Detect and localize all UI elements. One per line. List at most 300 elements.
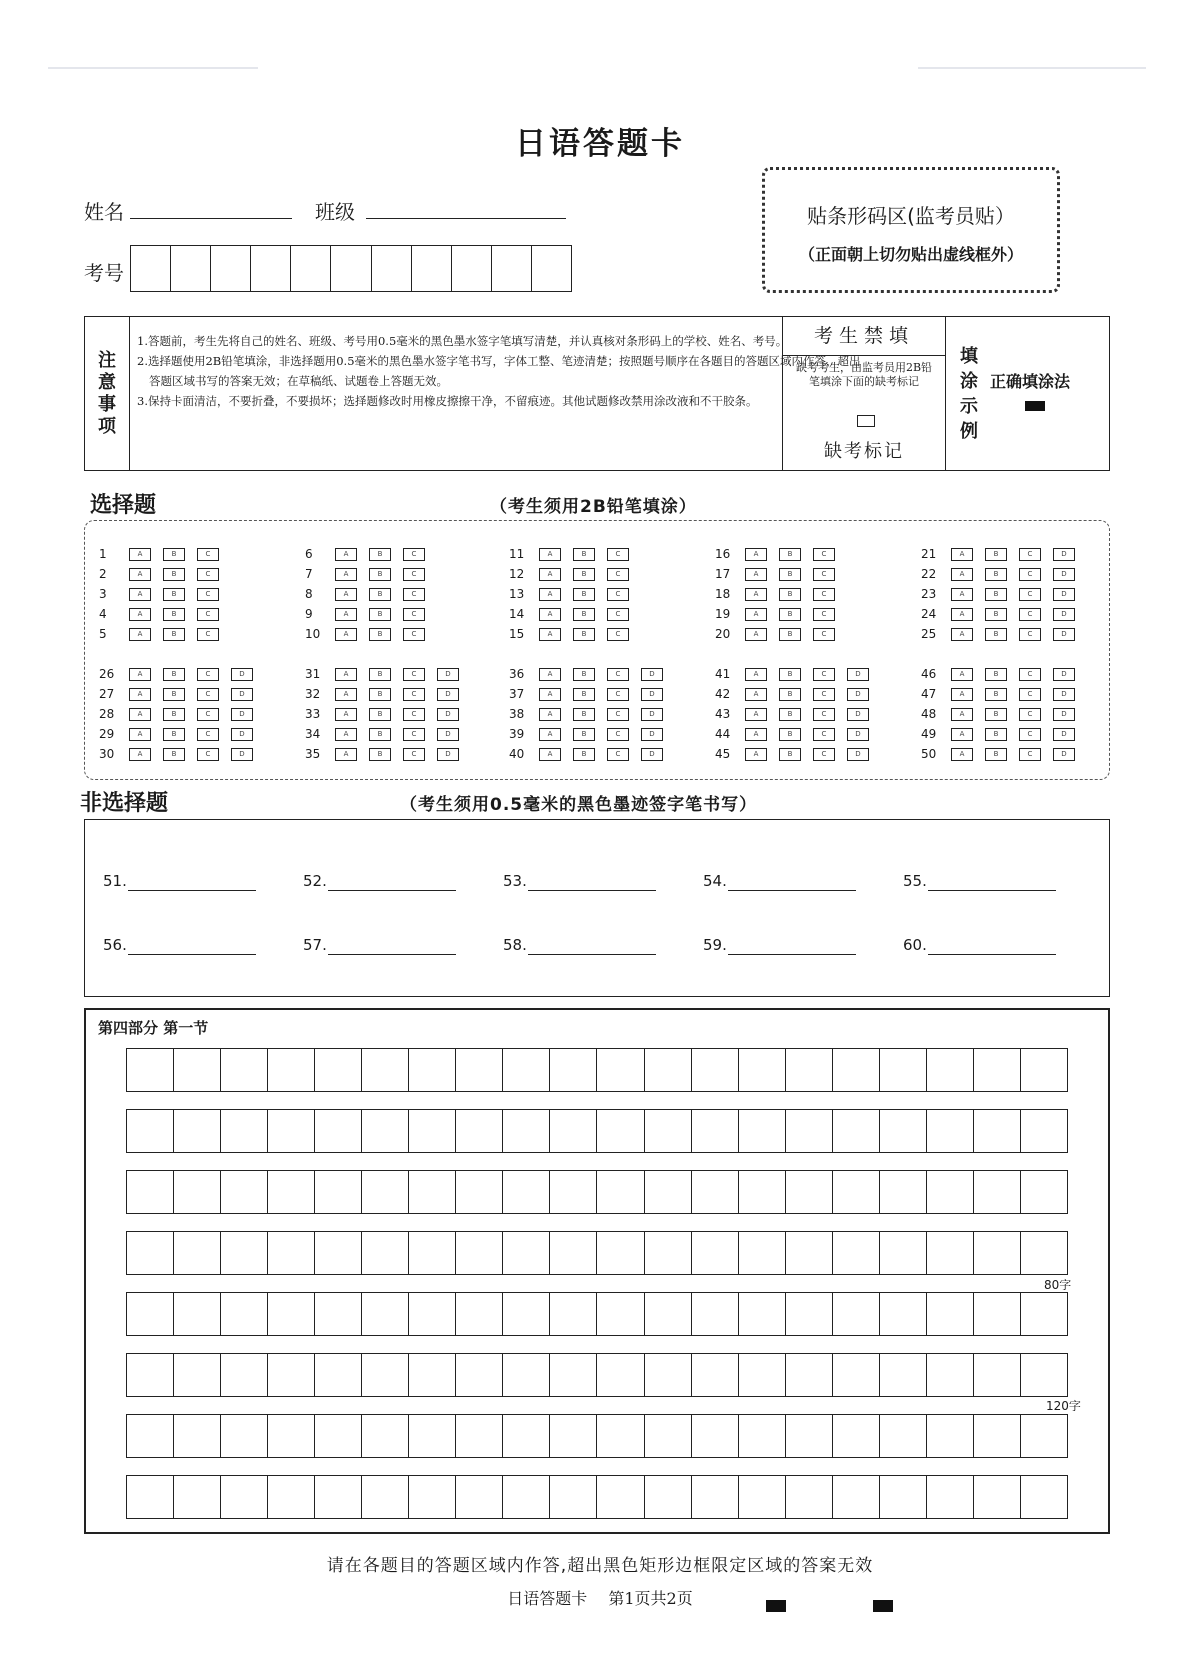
mc-option-bubble[interactable]: B	[163, 588, 185, 601]
mc-option-bubble[interactable]: D	[847, 688, 869, 701]
mc-option-bubble[interactable]: C	[813, 608, 835, 621]
essay-cell[interactable]	[786, 1293, 833, 1335]
mc-option-bubble[interactable]: B	[163, 608, 185, 621]
mc-option-bubble[interactable]: C	[1019, 628, 1041, 641]
mc-option-bubble[interactable]: B	[163, 548, 185, 561]
mc-option-bubble[interactable]: A	[335, 688, 357, 701]
essay-cell[interactable]	[645, 1415, 692, 1457]
essay-cell[interactable]	[315, 1110, 362, 1152]
mc-option-bubble[interactable]: B	[779, 608, 801, 621]
essay-cell[interactable]	[739, 1476, 786, 1518]
essay-cell[interactable]	[550, 1110, 597, 1152]
mc-option-bubble[interactable]: A	[129, 548, 151, 561]
mc-option-bubble[interactable]: D	[1053, 688, 1075, 701]
mc-option-bubble[interactable]: B	[573, 568, 595, 581]
essay-cell[interactable]	[456, 1049, 503, 1091]
mc-option-bubble[interactable]: C	[813, 668, 835, 681]
essay-cell[interactable]	[315, 1293, 362, 1335]
mc-option-bubble[interactable]: A	[335, 588, 357, 601]
essay-cell[interactable]	[974, 1232, 1021, 1274]
essay-cell[interactable]	[503, 1476, 550, 1518]
essay-cell[interactable]	[268, 1415, 315, 1457]
mc-option-bubble[interactable]: A	[129, 728, 151, 741]
mc-option-bubble[interactable]: A	[951, 568, 973, 581]
essay-cell[interactable]	[315, 1232, 362, 1274]
essay-cell[interactable]	[739, 1415, 786, 1457]
essay-cell[interactable]	[786, 1476, 833, 1518]
exam-number-cell[interactable]	[251, 246, 291, 291]
mc-option-bubble[interactable]: A	[335, 628, 357, 641]
mc-option-bubble[interactable]: D	[1053, 608, 1075, 621]
mc-option-bubble[interactable]: A	[951, 728, 973, 741]
mc-option-bubble[interactable]: C	[813, 748, 835, 761]
exam-number-cell[interactable]	[492, 246, 532, 291]
essay-cell[interactable]	[550, 1049, 597, 1091]
mc-option-bubble[interactable]: C	[197, 568, 219, 581]
mc-option-bubble[interactable]: C	[197, 708, 219, 721]
essay-cell[interactable]	[927, 1476, 974, 1518]
mc-option-bubble[interactable]: C	[197, 588, 219, 601]
mc-option-bubble[interactable]: B	[369, 588, 391, 601]
essay-cell[interactable]	[315, 1171, 362, 1213]
fill-answer-line[interactable]	[328, 954, 456, 955]
essay-cell[interactable]	[927, 1049, 974, 1091]
mc-option-bubble[interactable]: C	[403, 688, 425, 701]
essay-cell[interactable]	[127, 1354, 174, 1396]
fill-answer-line[interactable]	[328, 890, 456, 891]
mc-option-bubble[interactable]: C	[197, 668, 219, 681]
essay-cell[interactable]	[597, 1415, 644, 1457]
mc-option-bubble[interactable]: D	[231, 728, 253, 741]
mc-option-bubble[interactable]: B	[985, 608, 1007, 621]
mc-option-bubble[interactable]: A	[129, 668, 151, 681]
essay-cell[interactable]	[550, 1232, 597, 1274]
essay-cell[interactable]	[597, 1110, 644, 1152]
mc-option-bubble[interactable]: B	[163, 728, 185, 741]
essay-cell[interactable]	[739, 1232, 786, 1274]
essay-cell[interactable]	[127, 1232, 174, 1274]
essay-cell[interactable]	[362, 1476, 409, 1518]
mc-option-bubble[interactable]: D	[1053, 668, 1075, 681]
mc-option-bubble[interactable]: B	[985, 628, 1007, 641]
essay-cell[interactable]	[409, 1232, 456, 1274]
mc-option-bubble[interactable]: B	[163, 748, 185, 761]
mc-option-bubble[interactable]: D	[1053, 748, 1075, 761]
essay-cell[interactable]	[127, 1049, 174, 1091]
essay-cell[interactable]	[268, 1110, 315, 1152]
exam-number-cell[interactable]	[412, 246, 452, 291]
essay-cell[interactable]	[645, 1171, 692, 1213]
mc-option-bubble[interactable]: C	[197, 728, 219, 741]
mc-option-bubble[interactable]: C	[197, 748, 219, 761]
mc-option-bubble[interactable]: B	[163, 688, 185, 701]
fill-answer-line[interactable]	[728, 890, 856, 891]
mc-option-bubble[interactable]: B	[985, 708, 1007, 721]
essay-cell[interactable]	[362, 1232, 409, 1274]
essay-cell[interactable]	[409, 1354, 456, 1396]
mc-option-bubble[interactable]: A	[745, 568, 767, 581]
essay-cell[interactable]	[786, 1415, 833, 1457]
mc-option-bubble[interactable]: B	[369, 708, 391, 721]
essay-cell[interactable]	[315, 1415, 362, 1457]
mc-option-bubble[interactable]: B	[369, 548, 391, 561]
essay-cell[interactable]	[362, 1293, 409, 1335]
essay-cell[interactable]	[550, 1293, 597, 1335]
mc-option-bubble[interactable]: C	[197, 628, 219, 641]
essay-cell[interactable]	[645, 1293, 692, 1335]
essay-cell[interactable]	[550, 1476, 597, 1518]
essay-cell[interactable]	[880, 1476, 927, 1518]
mc-option-bubble[interactable]: D	[1053, 628, 1075, 641]
essay-cell[interactable]	[1021, 1415, 1067, 1457]
essay-cell[interactable]	[739, 1171, 786, 1213]
essay-cell[interactable]	[739, 1354, 786, 1396]
mc-option-bubble[interactable]: C	[403, 548, 425, 561]
essay-cell[interactable]	[645, 1232, 692, 1274]
mc-option-bubble[interactable]: C	[607, 668, 629, 681]
essay-cell[interactable]	[221, 1354, 268, 1396]
essay-cell[interactable]	[880, 1293, 927, 1335]
mc-option-bubble[interactable]: C	[813, 628, 835, 641]
mc-option-bubble[interactable]: D	[231, 688, 253, 701]
essay-cell[interactable]	[409, 1171, 456, 1213]
mc-option-bubble[interactable]: A	[129, 588, 151, 601]
essay-cell[interactable]	[268, 1232, 315, 1274]
mc-option-bubble[interactable]: C	[607, 588, 629, 601]
mc-option-bubble[interactable]: A	[745, 748, 767, 761]
essay-cell[interactable]	[927, 1354, 974, 1396]
essay-cell[interactable]	[268, 1476, 315, 1518]
essay-cell[interactable]	[221, 1476, 268, 1518]
essay-cell[interactable]	[362, 1110, 409, 1152]
mc-option-bubble[interactable]: A	[745, 728, 767, 741]
mc-option-bubble[interactable]: C	[403, 668, 425, 681]
mc-option-bubble[interactable]: B	[573, 748, 595, 761]
essay-cell[interactable]	[927, 1171, 974, 1213]
essay-cell[interactable]	[268, 1293, 315, 1335]
exam-number-cell[interactable]	[171, 246, 211, 291]
mc-option-bubble[interactable]: C	[1019, 608, 1041, 621]
essay-cell[interactable]	[597, 1232, 644, 1274]
essay-cell[interactable]	[974, 1049, 1021, 1091]
fill-answer-line[interactable]	[128, 890, 256, 891]
essay-cell[interactable]	[833, 1476, 880, 1518]
mc-option-bubble[interactable]: C	[403, 708, 425, 721]
essay-cell[interactable]	[692, 1232, 739, 1274]
mc-option-bubble[interactable]: A	[539, 708, 561, 721]
mc-option-bubble[interactable]: C	[813, 708, 835, 721]
mc-option-bubble[interactable]: B	[573, 728, 595, 741]
mc-option-bubble[interactable]: C	[607, 748, 629, 761]
essay-cell[interactable]	[550, 1171, 597, 1213]
mc-option-bubble[interactable]: C	[197, 608, 219, 621]
essay-cell[interactable]	[597, 1293, 644, 1335]
essay-cell[interactable]	[315, 1354, 362, 1396]
exam-number-cell[interactable]	[131, 246, 171, 291]
essay-cell[interactable]	[786, 1354, 833, 1396]
essay-cell[interactable]	[974, 1110, 1021, 1152]
essay-cell[interactable]	[880, 1354, 927, 1396]
essay-cell[interactable]	[692, 1171, 739, 1213]
mc-option-bubble[interactable]: B	[163, 628, 185, 641]
mc-option-bubble[interactable]: C	[197, 548, 219, 561]
mc-option-bubble[interactable]: B	[573, 708, 595, 721]
mc-option-bubble[interactable]: C	[1019, 588, 1041, 601]
mc-option-bubble[interactable]: B	[163, 668, 185, 681]
mc-option-bubble[interactable]: B	[573, 668, 595, 681]
mc-option-bubble[interactable]: D	[437, 668, 459, 681]
essay-cell[interactable]	[880, 1110, 927, 1152]
fill-answer-line[interactable]	[728, 954, 856, 955]
essay-cell[interactable]	[221, 1415, 268, 1457]
mc-option-bubble[interactable]: D	[1053, 728, 1075, 741]
mc-option-bubble[interactable]: B	[779, 728, 801, 741]
essay-cell[interactable]	[503, 1232, 550, 1274]
mc-option-bubble[interactable]: C	[813, 588, 835, 601]
mc-option-bubble[interactable]: C	[607, 548, 629, 561]
mc-option-bubble[interactable]: B	[779, 548, 801, 561]
essay-cell[interactable]	[221, 1293, 268, 1335]
mc-option-bubble[interactable]: D	[847, 708, 869, 721]
essay-cell[interactable]	[597, 1049, 644, 1091]
class-field[interactable]	[366, 218, 566, 219]
essay-cell[interactable]	[739, 1110, 786, 1152]
mc-option-bubble[interactable]: D	[847, 728, 869, 741]
essay-cell[interactable]	[362, 1415, 409, 1457]
mc-option-bubble[interactable]: A	[951, 548, 973, 561]
mc-option-bubble[interactable]: B	[779, 568, 801, 581]
essay-cell[interactable]	[974, 1354, 1021, 1396]
essay-cell[interactable]	[927, 1415, 974, 1457]
essay-cell[interactable]	[645, 1110, 692, 1152]
essay-cell[interactable]	[550, 1415, 597, 1457]
mc-option-bubble[interactable]: D	[437, 708, 459, 721]
mc-option-bubble[interactable]: D	[641, 728, 663, 741]
essay-cell[interactable]	[692, 1354, 739, 1396]
mc-option-bubble[interactable]: B	[779, 688, 801, 701]
mc-option-bubble[interactable]: B	[573, 628, 595, 641]
mc-option-bubble[interactable]: D	[437, 688, 459, 701]
mc-option-bubble[interactable]: C	[813, 568, 835, 581]
mc-option-bubble[interactable]: A	[335, 548, 357, 561]
mc-option-bubble[interactable]: A	[745, 628, 767, 641]
mc-option-bubble[interactable]: B	[779, 628, 801, 641]
essay-cell[interactable]	[880, 1171, 927, 1213]
mc-option-bubble[interactable]: D	[1053, 548, 1075, 561]
essay-cell[interactable]	[503, 1293, 550, 1335]
mc-option-bubble[interactable]: A	[951, 668, 973, 681]
mc-option-bubble[interactable]: B	[985, 688, 1007, 701]
essay-cell[interactable]	[833, 1171, 880, 1213]
mc-option-bubble[interactable]: C	[1019, 688, 1041, 701]
essay-cell[interactable]	[456, 1354, 503, 1396]
exam-number-boxes[interactable]	[130, 245, 572, 292]
exam-number-cell[interactable]	[331, 246, 371, 291]
mc-option-bubble[interactable]: B	[573, 608, 595, 621]
essay-cell[interactable]	[268, 1171, 315, 1213]
mc-option-bubble[interactable]: C	[607, 568, 629, 581]
mc-option-bubble[interactable]: B	[369, 688, 391, 701]
mc-option-bubble[interactable]: D	[1053, 568, 1075, 581]
essay-cell[interactable]	[833, 1354, 880, 1396]
mc-option-bubble[interactable]: D	[1053, 588, 1075, 601]
essay-cell[interactable]	[833, 1049, 880, 1091]
fill-answer-line[interactable]	[928, 954, 1056, 955]
mc-option-bubble[interactable]: C	[813, 688, 835, 701]
essay-cell[interactable]	[833, 1415, 880, 1457]
essay-cell[interactable]	[645, 1049, 692, 1091]
mc-option-bubble[interactable]: D	[641, 688, 663, 701]
mc-option-bubble[interactable]: C	[607, 688, 629, 701]
exam-number-cell[interactable]	[372, 246, 412, 291]
mc-option-bubble[interactable]: C	[813, 548, 835, 561]
mc-option-bubble[interactable]: B	[573, 688, 595, 701]
essay-cell[interactable]	[597, 1354, 644, 1396]
essay-cell[interactable]	[409, 1415, 456, 1457]
mc-option-bubble[interactable]: A	[335, 708, 357, 721]
mc-option-bubble[interactable]: A	[951, 748, 973, 761]
essay-cell[interactable]	[456, 1293, 503, 1335]
mc-option-bubble[interactable]: A	[745, 688, 767, 701]
essay-cell[interactable]	[880, 1049, 927, 1091]
mc-option-bubble[interactable]: A	[335, 568, 357, 581]
mc-option-bubble[interactable]: D	[437, 728, 459, 741]
mc-option-bubble[interactable]: A	[539, 628, 561, 641]
mc-option-bubble[interactable]: A	[129, 748, 151, 761]
mc-option-bubble[interactable]: C	[403, 588, 425, 601]
essay-cell[interactable]	[692, 1415, 739, 1457]
essay-cell[interactable]	[1021, 1049, 1067, 1091]
essay-cell[interactable]	[127, 1110, 174, 1152]
mc-option-bubble[interactable]: D	[231, 748, 253, 761]
mc-option-bubble[interactable]: B	[163, 568, 185, 581]
mc-option-bubble[interactable]: C	[813, 728, 835, 741]
essay-cell[interactable]	[362, 1171, 409, 1213]
essay-cell[interactable]	[174, 1171, 221, 1213]
mc-option-bubble[interactable]: C	[607, 708, 629, 721]
mc-option-bubble[interactable]: C	[403, 628, 425, 641]
mc-option-bubble[interactable]: C	[1019, 728, 1041, 741]
mc-option-bubble[interactable]: A	[539, 748, 561, 761]
essay-cell[interactable]	[974, 1293, 1021, 1335]
essay-cell[interactable]	[174, 1232, 221, 1274]
essay-cell[interactable]	[221, 1110, 268, 1152]
essay-cell[interactable]	[174, 1293, 221, 1335]
essay-cell[interactable]	[692, 1110, 739, 1152]
mc-option-bubble[interactable]: A	[539, 548, 561, 561]
essay-cell[interactable]	[786, 1110, 833, 1152]
mc-option-bubble[interactable]: C	[403, 568, 425, 581]
essay-cell[interactable]	[833, 1110, 880, 1152]
mc-option-bubble[interactable]: D	[641, 668, 663, 681]
mc-option-bubble[interactable]: C	[403, 728, 425, 741]
essay-cell[interactable]	[127, 1476, 174, 1518]
essay-cell[interactable]	[974, 1415, 1021, 1457]
essay-cell[interactable]	[974, 1476, 1021, 1518]
essay-cell[interactable]	[174, 1354, 221, 1396]
mc-option-bubble[interactable]: B	[985, 748, 1007, 761]
mc-option-bubble[interactable]: C	[607, 608, 629, 621]
essay-cell[interactable]	[786, 1049, 833, 1091]
mc-option-bubble[interactable]: C	[1019, 548, 1041, 561]
essay-cell[interactable]	[456, 1171, 503, 1213]
essay-cell[interactable]	[409, 1049, 456, 1091]
mc-option-bubble[interactable]: A	[335, 748, 357, 761]
mc-option-bubble[interactable]: C	[607, 728, 629, 741]
mc-option-bubble[interactable]: A	[951, 688, 973, 701]
mc-option-bubble[interactable]: B	[985, 568, 1007, 581]
fill-answer-line[interactable]	[528, 890, 656, 891]
mc-option-bubble[interactable]: D	[1053, 708, 1075, 721]
essay-cell[interactable]	[880, 1232, 927, 1274]
mc-option-bubble[interactable]: B	[573, 548, 595, 561]
exam-number-cell[interactable]	[291, 246, 331, 291]
mc-option-bubble[interactable]: B	[369, 568, 391, 581]
mc-option-bubble[interactable]: A	[951, 588, 973, 601]
exam-number-cell[interactable]	[211, 246, 251, 291]
mc-option-bubble[interactable]: D	[847, 668, 869, 681]
mc-option-bubble[interactable]: B	[163, 708, 185, 721]
essay-cell[interactable]	[692, 1476, 739, 1518]
mc-option-bubble[interactable]: A	[539, 728, 561, 741]
mc-option-bubble[interactable]: C	[1019, 748, 1041, 761]
essay-cell[interactable]	[127, 1171, 174, 1213]
essay-cell[interactable]	[221, 1232, 268, 1274]
mc-option-bubble[interactable]: D	[847, 748, 869, 761]
essay-cell[interactable]	[880, 1415, 927, 1457]
essay-cell[interactable]	[409, 1476, 456, 1518]
essay-cell[interactable]	[315, 1049, 362, 1091]
mc-option-bubble[interactable]: A	[745, 548, 767, 561]
essay-cell[interactable]	[221, 1171, 268, 1213]
mc-option-bubble[interactable]: A	[129, 708, 151, 721]
mc-option-bubble[interactable]: B	[369, 608, 391, 621]
fill-answer-line[interactable]	[528, 954, 656, 955]
essay-cell[interactable]	[1021, 1232, 1067, 1274]
mc-option-bubble[interactable]: C	[1019, 668, 1041, 681]
mc-option-bubble[interactable]: D	[641, 748, 663, 761]
fill-answer-line[interactable]	[928, 890, 1056, 891]
mc-option-bubble[interactable]: D	[437, 748, 459, 761]
essay-cell[interactable]	[268, 1049, 315, 1091]
essay-cell[interactable]	[1021, 1354, 1067, 1396]
mc-option-bubble[interactable]: B	[985, 588, 1007, 601]
essay-cell[interactable]	[127, 1415, 174, 1457]
essay-cell[interactable]	[786, 1171, 833, 1213]
mc-option-bubble[interactable]: B	[369, 748, 391, 761]
essay-cell[interactable]	[503, 1415, 550, 1457]
mc-option-bubble[interactable]: C	[1019, 568, 1041, 581]
mc-option-bubble[interactable]: A	[335, 608, 357, 621]
mc-option-bubble[interactable]: B	[985, 548, 1007, 561]
essay-cell[interactable]	[409, 1293, 456, 1335]
essay-cell[interactable]	[127, 1293, 174, 1335]
mc-option-bubble[interactable]: C	[197, 688, 219, 701]
mc-option-bubble[interactable]: A	[539, 688, 561, 701]
mc-option-bubble[interactable]: B	[369, 628, 391, 641]
essay-cell[interactable]	[1021, 1110, 1067, 1152]
mc-option-bubble[interactable]: A	[129, 568, 151, 581]
mc-option-bubble[interactable]: A	[745, 708, 767, 721]
mc-option-bubble[interactable]: A	[539, 588, 561, 601]
essay-cell[interactable]	[174, 1476, 221, 1518]
mc-option-bubble[interactable]: B	[779, 708, 801, 721]
essay-cell[interactable]	[597, 1171, 644, 1213]
essay-cell[interactable]	[692, 1293, 739, 1335]
essay-cell[interactable]	[409, 1110, 456, 1152]
mc-option-bubble[interactable]: B	[985, 668, 1007, 681]
essay-cell[interactable]	[268, 1354, 315, 1396]
